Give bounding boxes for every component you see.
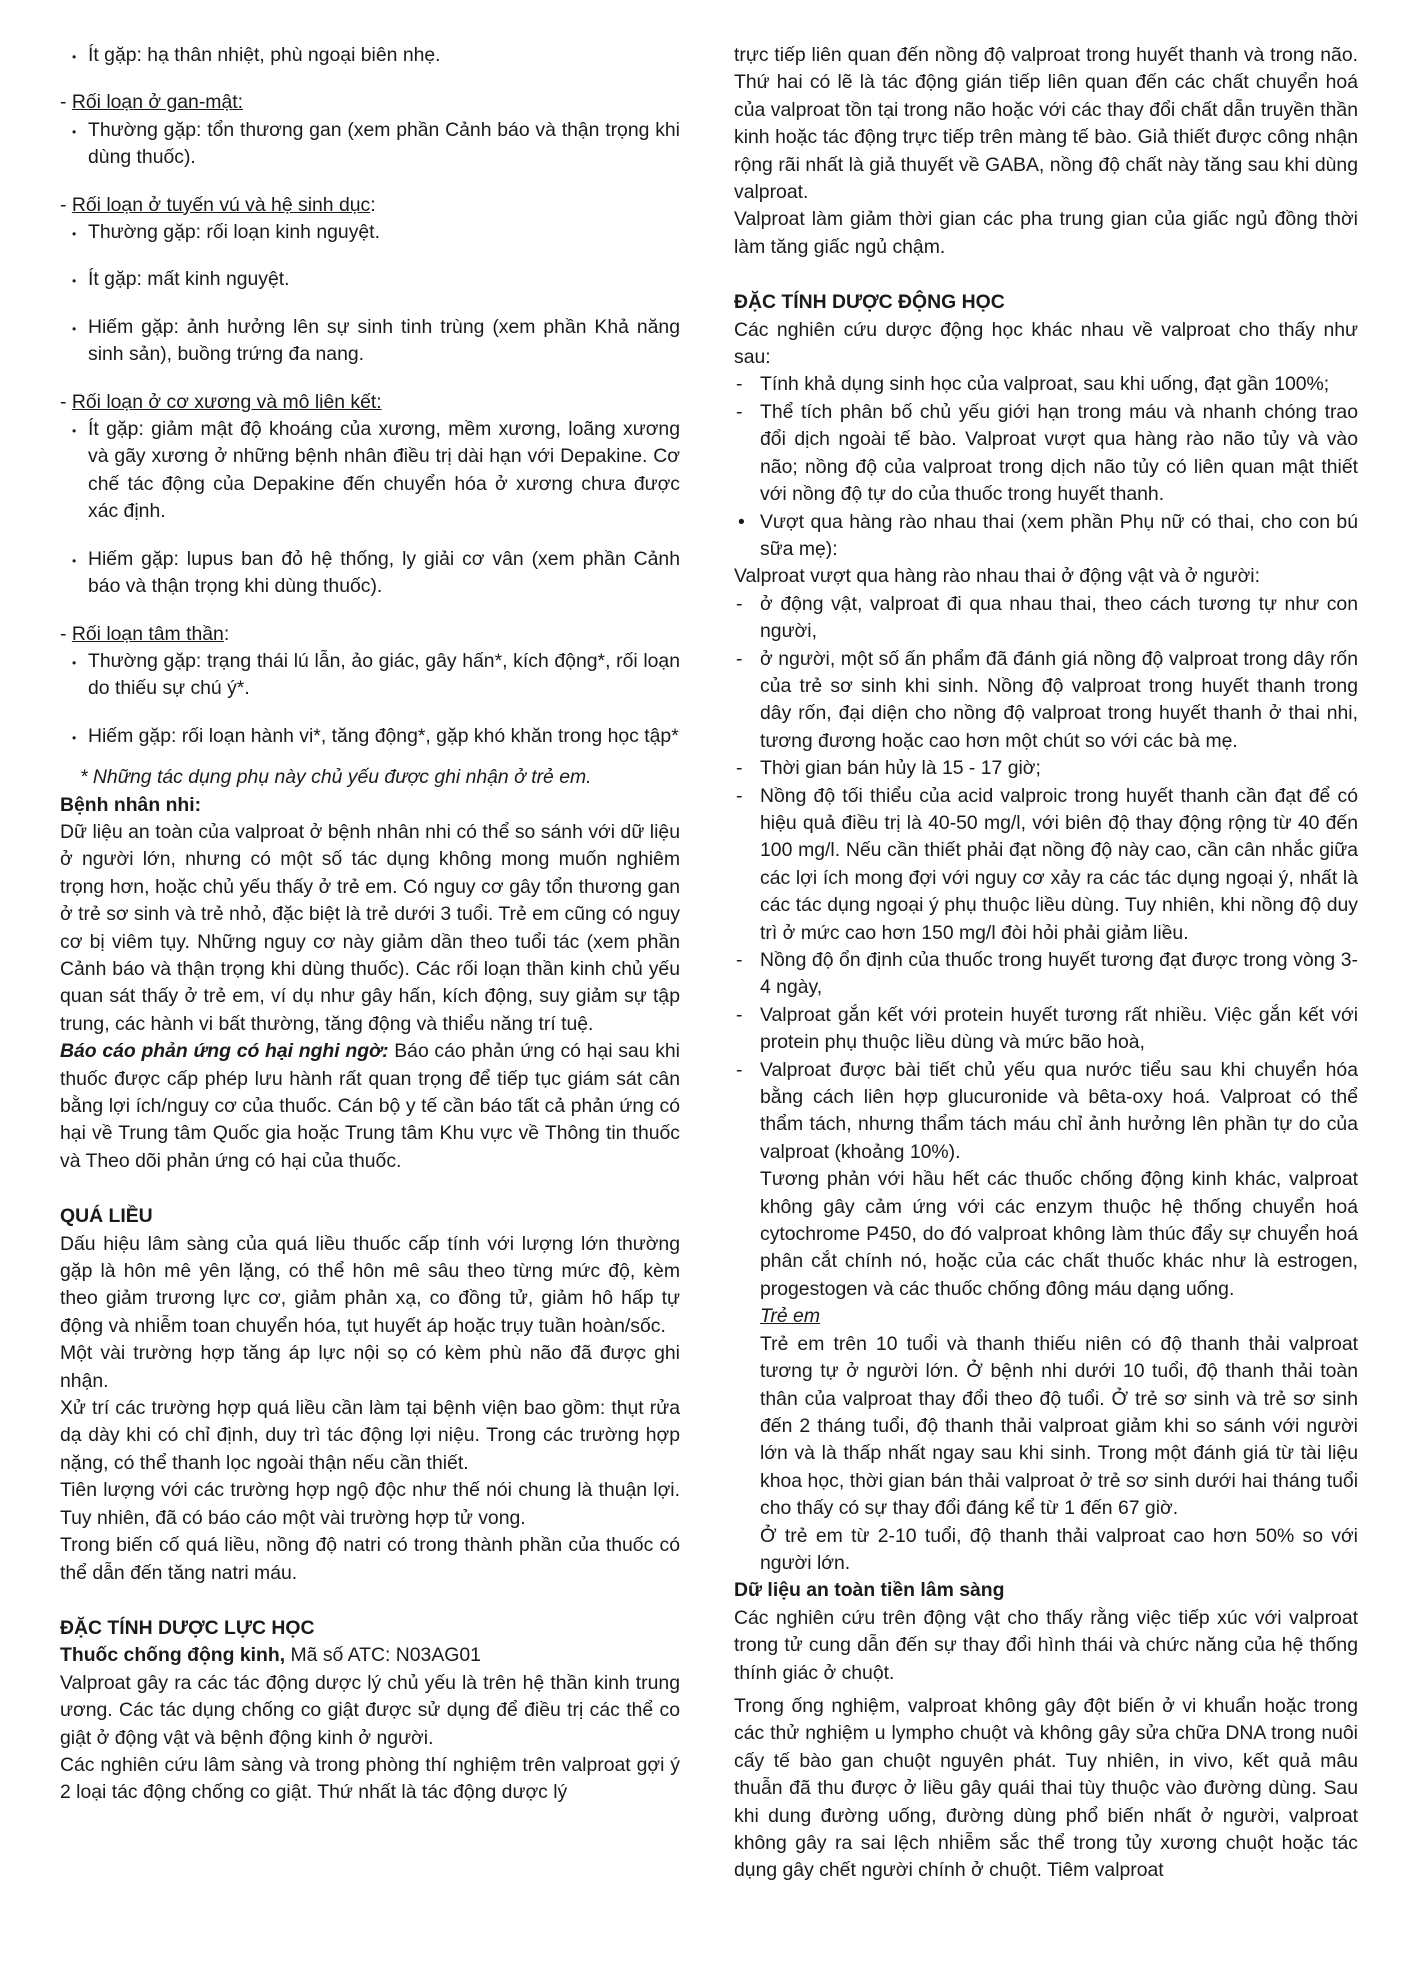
paragraph: trực tiếp liên quan đến nồng độ valproat trong huyết thanh và trong não. Thứ hai có lẽ là tác động gián tiếp liên quan đến các chất chuyển hoá của valproat tồn tại trong não hoặc với các thay đổi chất dẫn truyền thần kinh hoặc tác động trực tiếp trên màng tế bào. Giả thiết được công nhận rộng rãi nhất là giả thuyết về GABA, nồng độ chất này tăng sau khi dùng valproat. (734, 44, 1358, 204)
paragraph: Xử trí các trường hợp quá liều cần làm tại bệnh viện bao gồm: thụt rửa dạ dày khi có chỉ định, duy trì tác động lợi niệu. Trong các trường hợp nặng, có thể thanh lọc ngoài thận nếu cần thiết. (60, 1397, 680, 1474)
section-heading: - Rối loạn tâm thần: (60, 622, 230, 645)
list-item: - ở người, một số ấn phẩm đã đánh giá nồng độ valproat trong dây rốn của trẻ sơ sinh khi sinh. Nồng độ valproat trong huyết thanh trong dây rốn, đại diện cho nồng độ valproat trong huyết thanh ở thai nhi, tương đương hoặc cao hơn một chút so với các bà mẹ. (734, 646, 1358, 756)
left-column (60, 42, 680, 1807)
section-heading: - Rối loạn ở cơ xương và mô liên kết: (60, 390, 382, 413)
section-heading: - Rối loạn ở tuyến vú và hệ sinh dục: (60, 193, 376, 216)
list-item: • Thường gặp: tổn thương gan (xem phần Cảnh báo và thận trọng khi dùng thuốc). (60, 117, 680, 172)
subsection-title: Bệnh nhân nhi: (60, 793, 202, 816)
list-item: - Valproat gắn kết với protein huyết tương rất nhiều. Việc gắn kết với protein phụ thuộc liều dùng và mức bão hoà, (734, 1002, 1358, 1057)
paragraph: Dữ liệu an toàn của valproat ở bệnh nhân nhi có thể so sánh với dữ liệu ở người lớn, nhưng có một số tác dụng không mong muốn nghiêm trọng hơn, hoặc chủ yếu thấy ở trẻ em. Có nguy cơ gây tổn thương gan ở trẻ sơ sinh và trẻ nhỏ, đặc biệt là trẻ dưới 3 tuổi. Trẻ em cũng có nguy cơ bị viêm tụy. Những nguy cơ này giảm dần theo tuổi tác (xem phần Cảnh báo và thận trọng khi dùng thuốc). Các rối loạn thần kinh chủ yếu quan sát thấy ở trẻ em, ví dụ như gây hấn, kích động, suy giảm sự tập trung, các hành vi bất thường, tăng động và thiểu năng trí tuệ. (60, 820, 680, 1035)
paragraph: Tương phản với hầu hết các thuốc chống động kinh khác, valproat không gây cảm ứng với các enzym thuộc hệ thống chuyển hoá cytochrome P450, do đó valproat không làm thúc đẩy sự chuyển hoá phân cắt chính nó, hoặc của các chất thuốc khác như là estrogen, progestogen và các thuốc chống đông máu dạng uống. (760, 1168, 1358, 1300)
list-item: - Thời gian bán hủy là 15 - 17 giờ; (734, 755, 1358, 782)
paragraph: Các nghiên cứu trên động vật cho thấy rằng việc tiếp xúc với valproat trong tử cung dẫn đến sự thay đổi hình thái và chức năng của hệ thống thính giác ở chuột. (734, 1606, 1358, 1684)
list-item: - Thể tích phân bố chủ yếu giới hạn trong máu và nhanh chóng trao đổi dịch ngoài tế bào. Valproat vượt qua hàng rào não tủy và vào não; nồng độ của valproat trong dịch não tủy có liên quan mật thiết với nồng độ tự do của thuốc trong huyết thanh. (734, 399, 1358, 509)
section-title: ĐẶC TÍNH DƯỢC ĐỘNG HỌC (734, 291, 1005, 314)
paragraph: Valproat làm giảm thời gian các pha trung gian của giấc ngủ đồng thời làm tăng giấc ngủ chậm. (734, 208, 1358, 258)
list-item: - ở động vật, valproat đi qua nhau thai, theo cách tương tự như con người, (734, 591, 1358, 646)
list-item: • Ít gặp: giảm mật độ khoáng của xương, mềm xương, loãng xương và gãy xương ở những bệnh nhân điều trị dài hạn với Depakine. Cơ chế tác động của Depakine đến chuyển hóa ở xương chưa được xác định. (60, 416, 680, 526)
paragraph: Trong biến cố quá liều, nồng độ natri có trong thành phần của thuốc có thể dẫn đến tăng natri máu. (60, 1534, 680, 1584)
list-item: • Thường gặp: rối loạn kinh nguyệt. (60, 219, 680, 246)
section-title: QUÁ LIỀU (60, 1205, 153, 1228)
list-item: - Valproat được bài tiết chủ yếu qua nước tiểu sau khi chuyển hóa bằng cách liên hợp glucuronide và bêta-oxy hoá. Valproat có thể thẩm tách, nhưng thẩm tách máu chỉ ảnh hưởng lên phần tự do của valproat (khoảng 10%). (734, 1057, 1358, 1167)
right-column (734, 42, 1358, 1885)
paragraph: Trẻ em trên 10 tuổi và thanh thiếu niên có độ thanh thải valproat tương tự ở người lớn. Ở bệnh nhi dưới 10 tuổi, độ thanh thải toàn thân của valproat thay đổi theo độ tuổi. Ở trẻ sơ sinh và trẻ sơ sinh đến 2 tháng tuổi, độ thanh thải valproat giảm khi so sánh với người lớn và là thấp nhất ngay sau khi sinh. Trong một đánh giá từ tài liệu khoa học, thời gian bán thải valproat ở trẻ sơ sinh dưới hai tháng tuổi cho thấy có sự thay đổi đáng kể từ 1 đến 67 giờ. (760, 1332, 1358, 1520)
paragraph: Valproat gây ra các tác động dược lý chủ yếu là trên hệ thần kinh trung ương. Các tác dụng chống co giật được sử dụng để điều trị các thể co giật ở động vật và bệnh động kinh ở người. (60, 1671, 680, 1749)
list-item: • Ít gặp: hạ thân nhiệt, phù ngoại biên nhẹ. (60, 42, 680, 69)
paragraph: Một vài trường hợp tăng áp lực nội sọ có kèm phù não đã được ghi nhận. (60, 1342, 680, 1392)
paragraph: Valproat vượt qua hàng rào nhau thai ở động vật và ở người: (734, 565, 1260, 588)
list-item: • Vượt qua hàng rào nhau thai (xem phần Phụ nữ có thai, cho con bú sữa mẹ): (734, 509, 1358, 564)
list-item: • Thường gặp: trạng thái lú lẫn, ảo giác, gây hấn*, kích động*, rối loạn do thiếu sự chú ý*. (60, 648, 680, 703)
list-item: • Hiếm gặp: rối loạn hành vi*, tăng động*, gặp khó khăn trong học tập* (60, 723, 680, 750)
section-heading: - Rối loạn ở gan-mật: (60, 91, 244, 114)
list-item: - Tính khả dụng sinh học của valproat, sau khi uống, đạt gần 100%; (734, 371, 1358, 398)
subsection-title: Trẻ em (760, 1305, 820, 1328)
paragraph: Dấu hiệu lâm sàng của quá liều thuốc cấp tính với lượng lớn thường gặp là hôn mê yên lặng, có thể hôn mê sâu theo từng mức độ, kèm theo giảm trương lực cơ, giảm phản xạ, co đồng tử, giảm hô hấp tự động và nhiễm toan chuyển hóa, tụt huyết áp hoặc trụy tuần hoàn/sốc. (60, 1232, 680, 1337)
footnote: * Những tác dụng phụ này chủ yếu được ghi nhận ở trẻ em. (80, 766, 592, 789)
paragraph: Các nghiên cứu lâm sàng và trong phòng thí nghiệm trên valproat gợi ý 2 loại tác động chống co giật. Thứ nhất là tác động dược lý (60, 1753, 680, 1804)
list-item: • Ít gặp: mất kinh nguyệt. (60, 266, 680, 293)
paragraph: Ở trẻ em từ 2-10 tuổi, độ thanh thải valproat cao hơn 50% so với người lớn. (760, 1524, 1358, 1574)
list-item: - Nồng độ ổn định của thuốc trong huyết tương đạt được trong vòng 3-4 ngày, (734, 947, 1358, 1002)
paragraph: Trong ống nghiệm, valproat không gây đột biến ở vi khuẩn hoặc trong các thử nghiệm u lympho chuột và không gây sửa chữa DNA trong nuôi cấy tế bào gan chuột nguyên phát. Tuy nhiên, in vivo, kết quả mâu thuẫn đã thu được ở liều gây quái thai tùy thuộc vào đường dùng. Sau khi dung đường uống, đường dùng phổ biến nhất ở người, valproat không gây ra sai lệch nhiễm sắc thể trong tủy xương chuột hoặc tác dụng gây chết người chính ở chuột. Tiêm valproat (734, 1694, 1358, 1882)
paragraph: Các nghiên cứu dược động học khác nhau về valproat cho thấy như sau: (734, 318, 1358, 369)
list-item: • Hiếm gặp: lupus ban đỏ hệ thống, ly giải cơ vân (xem phần Cảnh báo và thận trọng khi dùng thuốc). (60, 546, 680, 601)
section-title: ĐẶC TÍNH DƯỢC LỰC HỌC (60, 1616, 315, 1639)
list-item: • Hiếm gặp: ảnh hưởng lên sự sinh tinh trùng (xem phần Khả năng sinh sản), buồng trứng đa nang. (60, 314, 680, 369)
paragraph: Báo cáo phản ứng có hại nghi ngờ: Báo cáo phản ứng có hại sau khi thuốc được cấp phép lưu hành rất quan trọng để tiếp tục giám sát cân bằng lợi ích/nguy cơ của thuốc. Cán bộ y tế cần báo tất cả phản ứng có hại về Trung tâm Quốc gia hoặc Trung tâm Khu vực về Thông tin thuốc và Theo dõi phản ứng có hại của thuốc. (60, 1040, 680, 1172)
subsection-title: Dữ liệu an toàn tiền lâm sàng (734, 1579, 1005, 1602)
list-item: - Nồng độ tối thiểu của acid valproic trong huyết thanh cần đạt để có hiệu quả điều trị là 40-50 mg/l, với biên độ thay động rộng từ 40 đến 100 mg/l. Nếu cần thiết phải đạt nồng độ này cao, cần cân nhắc giữa các lợi ích mong đợi với nguy cơ xảy ra các tác dụng ngoại ý, nhất là các tác dụng ngoại ý phụ thuộc liều dùng. Tuy nhiên, khi nồng độ duy trì ở mức cao hơn 150 mg/l đòi hỏi phải giảm liều. (734, 783, 1358, 947)
paragraph: Tiên lượng với các trường hợp ngộ độc như thế nói chung là thuận lợi. Tuy nhiên, đã có báo cáo một vài trường hợp tử vong. (60, 1479, 680, 1529)
subsection-title: Thuốc chống động kinh, Mã số ATC: N03AG01 (60, 1644, 481, 1667)
